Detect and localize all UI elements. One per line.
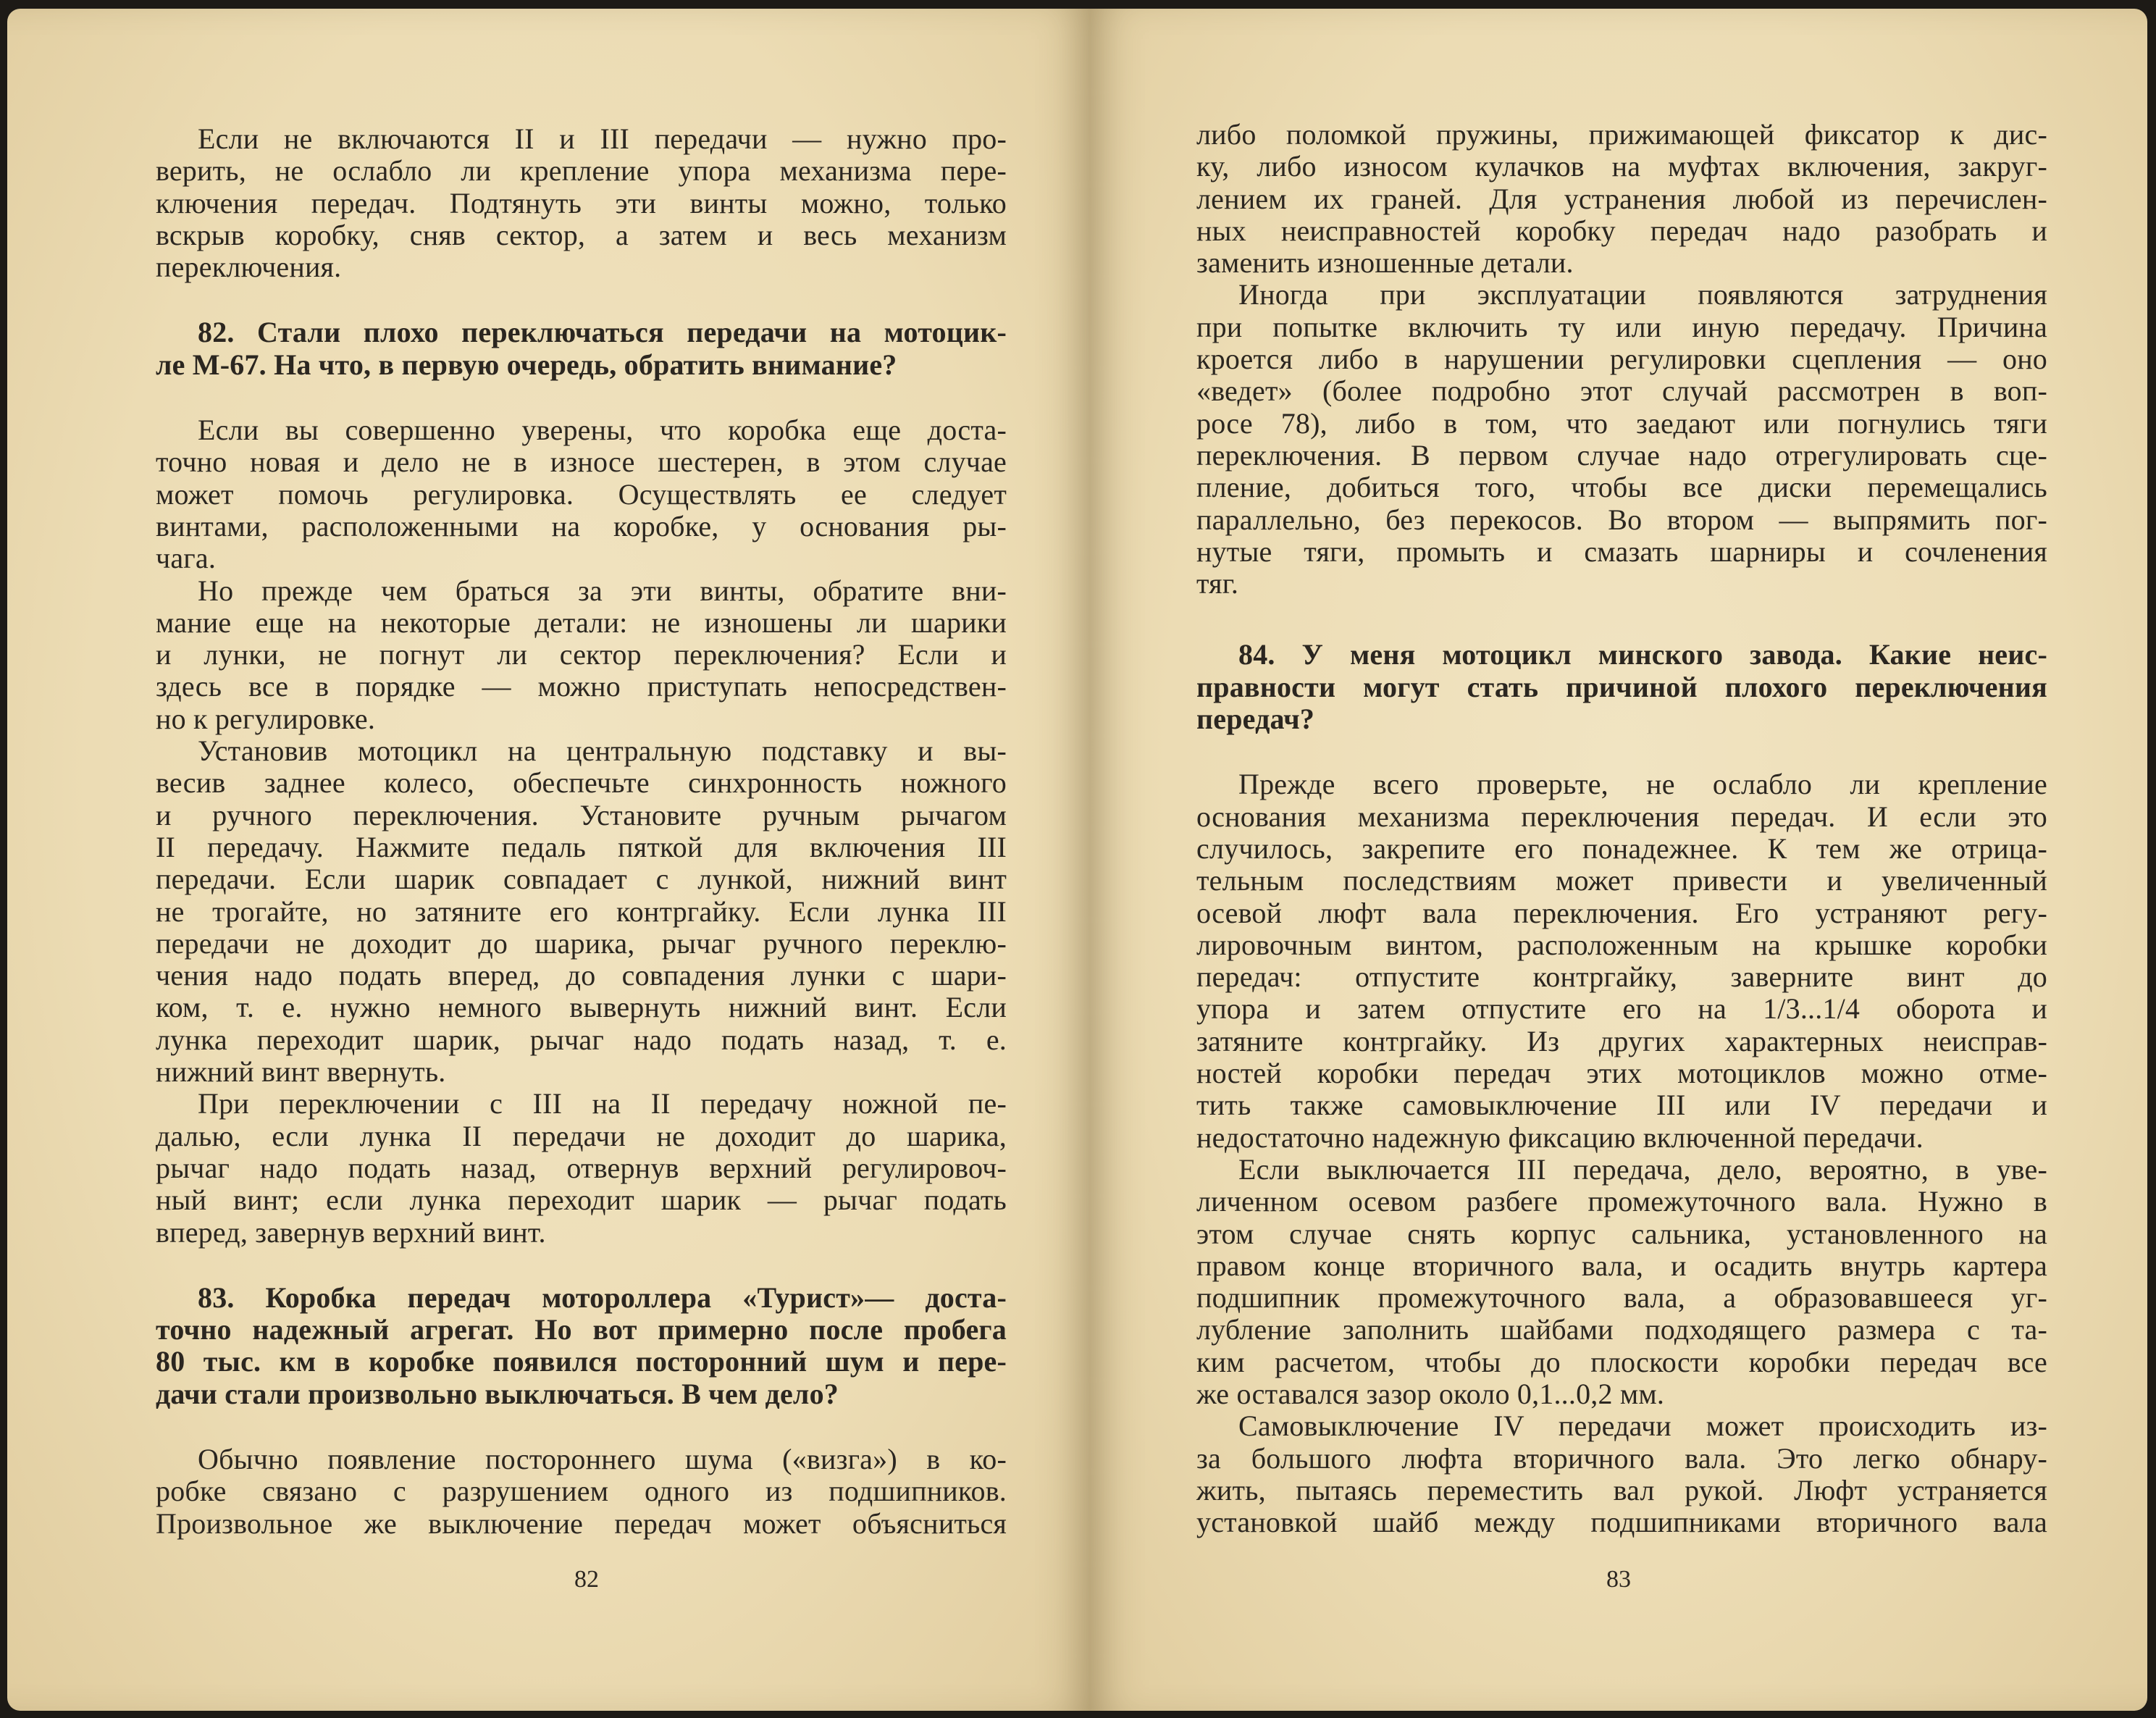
text-line: кроется либо в нарушении регулировки сцепления — оно: [1196, 343, 2047, 376]
text-line: Произвольное же выключение передач может объясниться: [156, 1507, 1007, 1540]
text-line: тяг.: [1196, 567, 1239, 600]
text-line: либо поломкой пружины, прижимающей фиксатор к дис-: [1196, 118, 2047, 151]
text-line: пление, добиться того, чтобы все диски перемещались: [1196, 471, 2047, 504]
left-page-text: [156, 123, 1007, 1540]
text-line: ким расчетом, чтобы до плоскости коробки передач все: [1196, 1345, 2047, 1378]
text-line: 84. У меня мотоцикл минского завода. Какие неис-: [1238, 638, 2047, 671]
text-line: и ручного переключения. Установите ручным рычагом: [156, 798, 1007, 831]
text-line: Самовыключение IV передачи может происходить из-: [1238, 1409, 2047, 1443]
text-line: росе 78), либо в том, что заедают или погнулись тяги: [1196, 406, 2047, 440]
text-line: точно новая и дело не в износе шестерен, в этом случае: [156, 445, 1007, 479]
text-line: ключения передач. Подтянуть эти винты можно, только: [156, 186, 1007, 219]
text-line: установкой шайб между подшипниками вторичного вала: [1196, 1506, 2047, 1539]
text-line: точно надежный агрегат. Но вот примерно после пробега: [156, 1313, 1007, 1346]
text-line: вскрыв коробку, сняв сектор, а затем и весь механизм: [156, 218, 1007, 251]
question-heading: [156, 317, 1007, 381]
text-line: передачи не доходит до шарика, рычаг ручного переклю-: [156, 926, 1007, 960]
paragraph: [1196, 1154, 2047, 1410]
text-line: Установив мотоцикл на центральную подставку и вы-: [198, 734, 1007, 768]
text-line: рычаг надо подать назад, отвернув верхний регулировоч-: [156, 1151, 1007, 1184]
text-line: не трогайте, но затяните его контргайку. Если лунка III: [156, 894, 1007, 928]
text-line: ле М-67. На что, в первую очередь, обратить внимание?: [156, 348, 897, 381]
text-line: тельным последствиям может привести и увеличенный: [1196, 864, 2047, 897]
text-line: верить, не ослабло ли крепление упора механизма пере-: [156, 154, 1007, 188]
text-line: основания механизма переключения передач. И если это: [1196, 800, 2047, 833]
text-line: Если выключается III передача, дело, вероятно, в уве-: [1238, 1152, 2047, 1186]
text-line: мание еще на некоторые детали: не изношены ли шарики: [156, 606, 1007, 639]
paragraph: [156, 414, 1007, 574]
text-line: вперед, завернув верхний винт.: [156, 1215, 546, 1249]
paragraph: [1196, 1410, 2047, 1538]
text-line: упора и затем отпустите его на 1/3...1/4 оборота и: [1196, 992, 2047, 1026]
text-line: чага.: [156, 542, 217, 575]
text-line: случилось, закрепите его понадежнее. К тем же отрица-: [1196, 831, 2047, 865]
text-line: лением их граней. Для устранения любой из перечислен-: [1196, 182, 2047, 215]
text-line: же оставался зазор около 0,1...0,2 мм.: [1196, 1377, 1665, 1410]
text-line: этом случае снять корпус сальника, установленного на: [1196, 1217, 2047, 1250]
text-line: может помочь регулировка. Осуществлять ее следует: [156, 477, 1007, 511]
paragraph: [156, 1088, 1007, 1248]
text-line: передач?: [1196, 703, 1315, 736]
paragraph: [1196, 768, 2047, 1154]
text-line: передач: отпустите контргайку, заверните винт до: [1196, 960, 2047, 994]
question-heading: [1196, 639, 2047, 735]
right-page: [1090, 9, 2147, 1711]
paragraph: [156, 1443, 1007, 1540]
text-line: весив заднее колесо, обеспечьте синхронность ножного: [156, 766, 1007, 800]
text-line: «ведет» (более подробно этот случай рассмотрен в воп-: [1196, 374, 2047, 408]
text-line: параллельно, без перекосов. Во втором — выпрямить пог-: [1196, 503, 2047, 536]
paragraph: [1196, 279, 2047, 600]
text-line: ку, либо износом кулачков на муфтах включения, закруг-: [1196, 150, 2047, 183]
text-line: 83. Коробка передач мотороллера «Турист»— доста-: [198, 1281, 1007, 1314]
text-line: робке связано с разрушением одного из подшипников.: [156, 1475, 1007, 1508]
text-line: правом конце вторичного вала, и осадить внутрь картера: [1196, 1249, 2047, 1282]
text-line: Прежде всего проверьте, не ослабло ли крепление: [1238, 768, 2047, 801]
text-line: дачи стали произвольно выключаться. В чем дело?: [156, 1377, 839, 1410]
text-line: Обычно появление постороннего шума («визга») в ко-: [198, 1442, 1007, 1475]
question-heading: [156, 1282, 1007, 1410]
text-line: лубление заполнить шайбами подходящего размера с та-: [1196, 1313, 2047, 1346]
text-line: при попытке включить ту или иную передачу. Причина: [1196, 310, 2047, 343]
paragraph: [156, 735, 1007, 1088]
text-line: ный винт; если лунка переходит шарик — рычаг подать: [156, 1183, 1007, 1217]
text-line: переключения. В первом случае надо отрегулировать сце-: [1196, 438, 2047, 472]
text-line: Если не включаются II и III передачи — нужно про-: [198, 122, 1007, 155]
text-line: недостаточно надежную фиксацию включенной передачи.: [1196, 1120, 1924, 1154]
text-line: передачи. Если шарик совпадает с лункой, нижний винт: [156, 863, 1007, 896]
text-line: осевой люфт вала переключения. Его устраняют регу-: [1196, 896, 2047, 929]
page-number: 82: [574, 1566, 599, 1593]
paragraph: [1196, 119, 2047, 279]
text-line: заменить изношенные детали.: [1196, 246, 1574, 280]
text-line: но к регулировке.: [156, 702, 376, 735]
text-line: Но прежде чем браться за эти винты, обратите вни-: [198, 574, 1007, 607]
text-line: чения надо подать вперед, до совпадения лунки с шари-: [156, 959, 1007, 992]
text-line: лировочным винтом, расположенным на крышке коробки: [1196, 928, 2047, 961]
text-line: далью, если лунка II передачи не доходит до шарика,: [156, 1119, 1007, 1152]
text-line: тить также самовыключение III или IV передачи и: [1196, 1089, 2047, 1122]
text-line: II передачу. Нажмите педаль пяткой для включения III: [156, 830, 1007, 863]
text-line: ных неисправностей коробку передач надо разобрать и: [1196, 214, 2047, 247]
text-line: ностей коробки передач этих мотоциклов можно отме-: [1196, 1057, 2047, 1090]
text-line: При переключении с III на II передачу ножной пе-: [198, 1087, 1007, 1120]
paragraph: [156, 123, 1007, 283]
text-line: нижний винт ввернуть.: [156, 1055, 446, 1089]
text-line: правности могут стать причиной плохого переключения: [1196, 670, 2047, 703]
text-line: ком, т. е. нужно немного вывернуть нижний винт. Если: [156, 991, 1007, 1024]
text-line: Иногда при эксплуатации появляются затруднения: [1238, 278, 2047, 311]
text-line: жить, пытаясь переместить вал рукой. Люфт устраняется: [1196, 1473, 2047, 1507]
text-line: переключения.: [156, 251, 342, 284]
text-line: личенном осевом разбеге промежуточного вала. Нужно в: [1196, 1185, 2047, 1218]
left-page: [7, 9, 1090, 1711]
text-line: 80 тыс. км в коробке появился посторонний шум и пере-: [156, 1345, 1007, 1378]
text-line: за большого люфта вторичного вала. Это легко обнару-: [1196, 1441, 2047, 1475]
text-line: и лунки, не погнут ли сектор переключения? Если и: [156, 638, 1007, 671]
text-line: 82. Стали плохо переключаться передачи на мотоцик-: [198, 316, 1007, 349]
text-line: здесь все в порядке — можно приступать непосредствен-: [156, 670, 1007, 703]
text-line: Если вы совершенно уверены, что коробка еще доста-: [198, 414, 1007, 447]
paragraph: [156, 575, 1007, 735]
page-number: 83: [1606, 1566, 1631, 1593]
text-line: затяните контргайку. Из других характерных неисправ-: [1196, 1024, 2047, 1057]
right-page-text: [1196, 119, 2047, 1538]
text-line: винтами, расположенными на коробке, у основания ры-: [156, 509, 1007, 542]
text-line: лунка переходит шарик, рычаг надо подать назад, т. е.: [156, 1023, 1007, 1056]
text-line: подшипник промежуточного вала, а образовавшееся уг-: [1196, 1281, 2047, 1315]
text-line: нутые тяги, промыть и смазать шарниры и сочленения: [1196, 535, 2047, 568]
